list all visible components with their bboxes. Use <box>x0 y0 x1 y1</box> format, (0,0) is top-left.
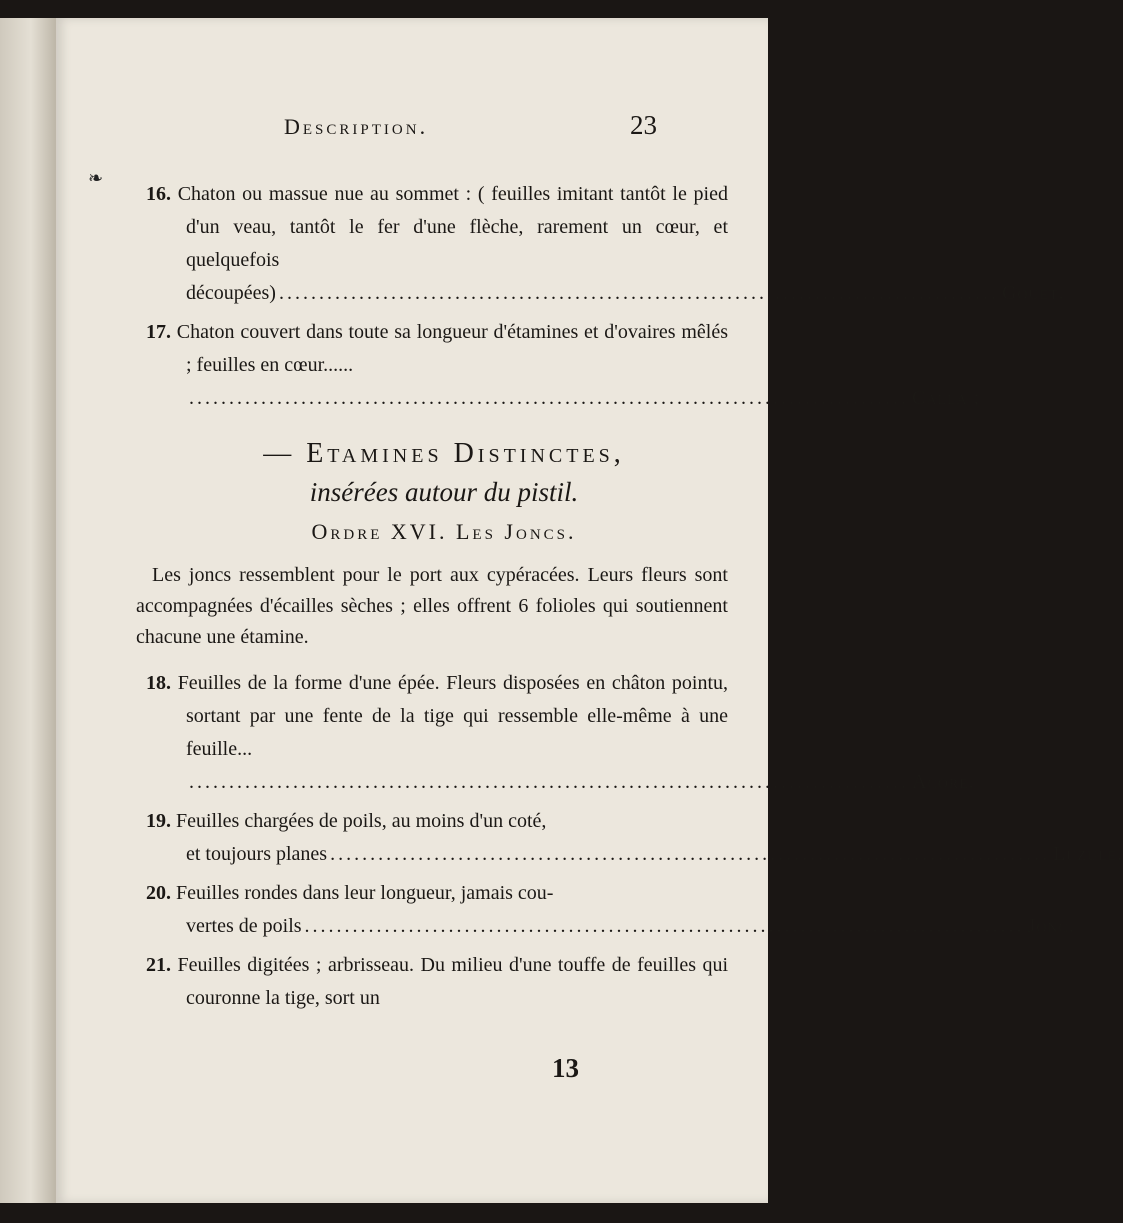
genus-name: Luzule. <box>1053 843 1123 865</box>
entry-text: Feuilles de la forme d'une épée. Fleurs disposées en châton pointu, sortant par une fente de la tige qui ressemble elle-même à une feuille... <box>177 672 729 760</box>
genus-name: Calla ; <box>912 387 981 409</box>
section-subheading: insérées autour du pistil. <box>309 477 579 507</box>
key-entry <box>146 667 975 799</box>
entry-text: Chaton ou massue nue au sommet : ( feuilles imitant tantôt le pied d'un veau, tantôt le fer d'une flèche, rarement un cœur, et quelquefois <box>177 183 728 271</box>
page <box>56 18 1123 1203</box>
entry-number: 16. <box>146 183 171 205</box>
order-heading: Ordre XVI. Les Joncs. <box>311 519 577 544</box>
order-description: Les joncs ressemblent pour le port aux cypéracées. Leurs fleurs sont accompagnées d'écailles sèches ; elles offrent 6 folioles qui soutiennent chacune une étamine. <box>136 564 728 648</box>
entry-text: Feuilles digitées ; arbrisseau. Du milieu d'une touffe de feuilles qui couronne la tige, sort un <box>177 954 729 1009</box>
entry-text-end: découpées) <box>186 282 276 304</box>
page-number: 23 <box>630 110 657 140</box>
genus-name: Gouet. <box>1001 282 1065 304</box>
leader-dots: .......................................................................................... <box>189 771 909 793</box>
entry-text: Feuilles chargées de poils, au moins d'un coté, <box>176 810 547 832</box>
entry-text: Chaton couvert dans toute sa longueur d'étamines et d'ovaires mêlés ; feuilles en cœur...... <box>176 321 729 376</box>
leader-line <box>186 838 1123 871</box>
key-entry <box>146 949 729 1015</box>
leader-dots: .......................................................................................... <box>304 915 1025 937</box>
leader-dots: .......................................................................................... <box>189 387 909 409</box>
key-entry <box>146 805 1123 871</box>
entry-text: Feuilles rondes dans leur longueur, jamais cou- <box>176 882 554 904</box>
section-heading: — Etamines Distinctes, <box>263 438 625 469</box>
key-entry <box>146 178 1065 310</box>
entry-number: 19. <box>146 810 171 832</box>
binding-mark: ❧ <box>88 168 104 188</box>
page-body <box>136 178 1123 1021</box>
page-header <box>56 110 768 150</box>
key-entry <box>146 316 981 415</box>
entry-number: 18. <box>146 672 171 694</box>
leader-line <box>186 277 1065 310</box>
genus-name: Jonc. <box>1027 915 1075 937</box>
entry-number: 21. <box>146 954 171 976</box>
leader-dots: .......................................................................................... <box>330 843 1051 865</box>
key-entry <box>146 877 1075 943</box>
entry-number: 20. <box>146 882 171 904</box>
entry-text-end: vertes de poils <box>186 915 302 937</box>
running-title: Description. <box>284 114 429 139</box>
leader-line <box>186 382 981 415</box>
entry-text-end: et toujours planes <box>186 843 328 865</box>
leader-dots: .......................................................................................... <box>278 282 999 304</box>
book-edge <box>0 18 59 1203</box>
entry-number: 17. <box>146 321 171 343</box>
leader-line <box>186 910 1075 943</box>
genus-name: Acore. <box>912 771 975 793</box>
printer-signature: 13 <box>552 1053 579 1083</box>
leader-line <box>186 766 975 799</box>
